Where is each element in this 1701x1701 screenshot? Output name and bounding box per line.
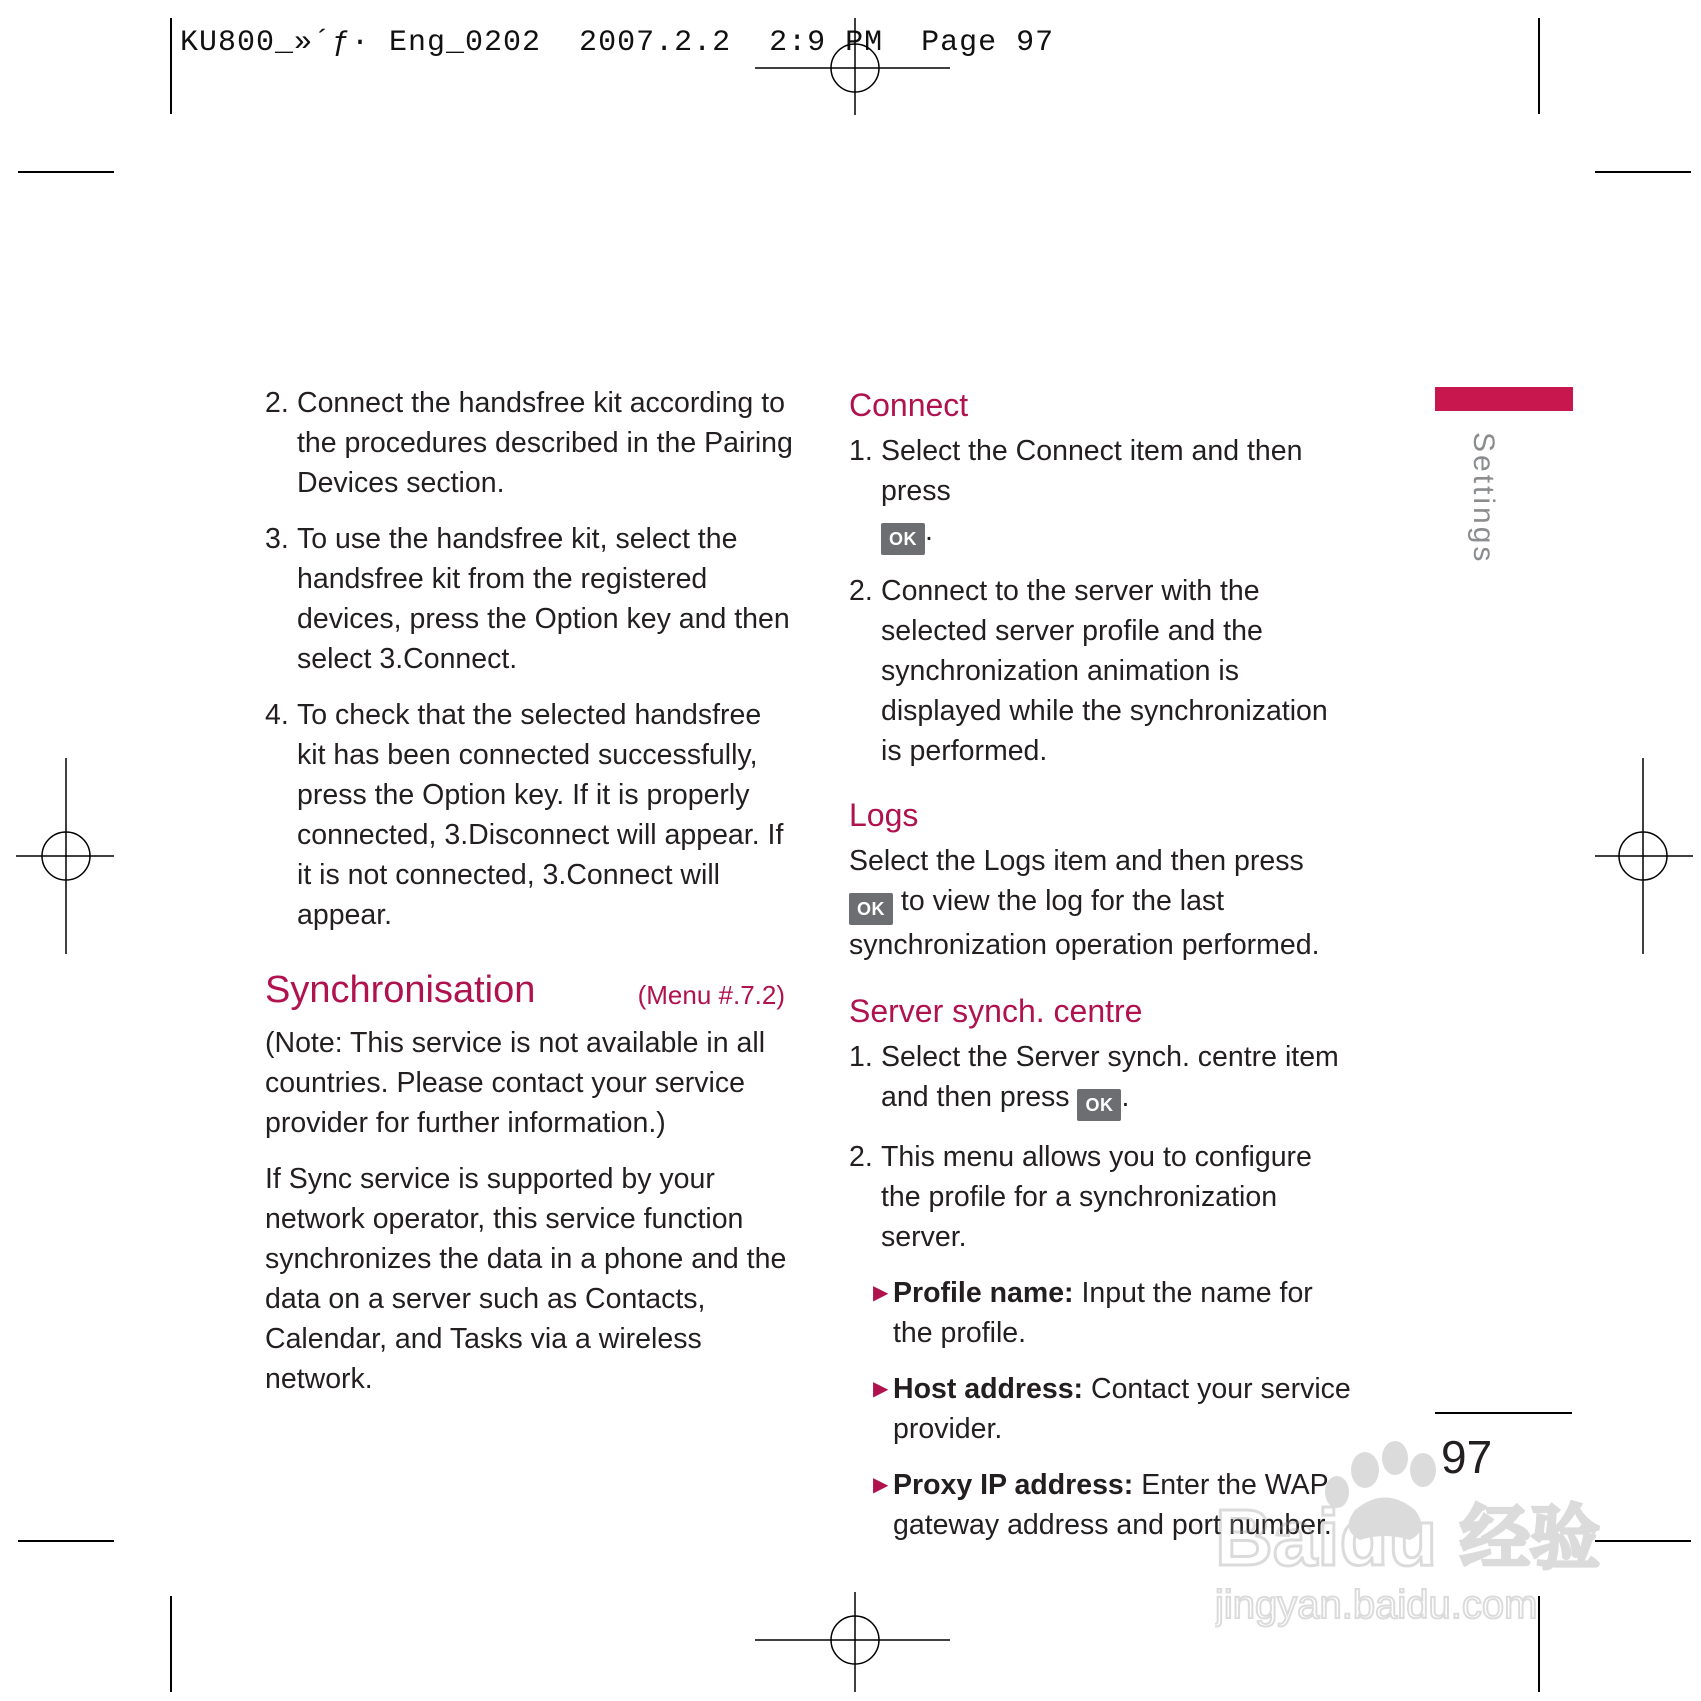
baidu-watermark-logo xyxy=(1215,1440,1615,1630)
sync-body: If Sync service is supported by your network operator, this service function synchronizes the data in a phone and the data on a server such as Contacts, Calendar, and Tasks via a wireless network. xyxy=(265,1163,787,1395)
triangle-bullet-icon: ▶ xyxy=(873,1282,889,1304)
step-number: 4. xyxy=(265,699,289,731)
step-text: To check that the selected handsfree kit has been connected successfully, press the Option key. If it is properly connected, 3.Disconnect will appear. If it is not connected, 3.Connect will appear. xyxy=(297,699,784,931)
triangle-bullet-icon: ▶ xyxy=(873,1378,889,1400)
step-text: Select the Connect item and then press xyxy=(881,435,1303,507)
sync-note: (Note: This service is not available in all countries. Please contact your service provider for further information.) xyxy=(265,1027,766,1139)
server-step-1 xyxy=(849,1037,1354,1121)
watermark-brand: Baidu xyxy=(1215,1493,1438,1582)
step-end: . xyxy=(925,515,933,547)
side-tab-label: Settings xyxy=(1467,432,1500,565)
step-text: Connect to the server with the selected server profile and the synchronization animation is displayed while the synchronization is performed. xyxy=(881,575,1328,767)
triangle-bullet-icon: ▶ xyxy=(873,1474,889,1496)
print-header: KU800_»´ƒ· Eng_0202 2007.2.2 2:9 PM Page 97 xyxy=(180,26,1055,60)
sync-title: Synchronisation xyxy=(265,969,536,1011)
step-text: To use the handsfree kit, select the handsfree kit from the registered devices, press the Option key and then select 3.Connect. xyxy=(297,523,790,675)
step-text: Select the Server synch. centre item and then press xyxy=(881,1041,1339,1113)
crop-mark xyxy=(1538,18,1540,114)
watermark-cn: 经验 xyxy=(1460,1497,1600,1579)
crop-mark xyxy=(1595,171,1691,173)
step-number: 2. xyxy=(265,387,289,419)
logs-text xyxy=(849,841,1354,965)
sync-heading-row xyxy=(265,965,795,1015)
connect-step-1 xyxy=(849,431,1354,555)
step-text: This menu allows you to configure the profile for a synchronization server. xyxy=(881,1141,1312,1253)
step-number: 2. xyxy=(849,1141,873,1173)
bullet-host-address xyxy=(849,1369,1354,1449)
crop-mark xyxy=(18,171,114,173)
ok-key-icon: OK xyxy=(849,893,893,925)
server-heading: Server synch. centre xyxy=(849,993,1143,1029)
step-number: 3. xyxy=(265,523,289,555)
logs-heading: Logs xyxy=(849,797,919,833)
logs-text-before: Select the Logs item and then press xyxy=(849,845,1304,877)
server-step-2 xyxy=(849,1137,1354,1257)
right-column xyxy=(849,383,1354,1561)
ok-key-icon: OK xyxy=(881,523,925,555)
bullet-text: Input the name for the profile. xyxy=(893,1277,1313,1349)
bullet-label: Host address: xyxy=(893,1373,1084,1405)
side-tab-bar xyxy=(1435,387,1573,411)
bullet-text: Contact your service provider. xyxy=(893,1373,1351,1445)
registration-mark-left xyxy=(16,758,116,954)
registration-mark-bottom xyxy=(755,1592,955,1692)
page-number-rule xyxy=(1435,1412,1572,1414)
ok-key-icon: OK xyxy=(1077,1089,1121,1121)
step-number: 2. xyxy=(849,575,873,607)
menu-reference: (Menu #.7.2) xyxy=(637,980,785,1010)
handsfree-step-2 xyxy=(265,383,795,503)
bullet-label: Proxy IP address: xyxy=(893,1469,1134,1501)
page-number: 97 xyxy=(1441,1431,1493,1483)
handsfree-step-3 xyxy=(265,519,795,679)
left-column xyxy=(265,383,795,1399)
bullet-profile-name xyxy=(849,1273,1354,1353)
handsfree-step-4 xyxy=(265,695,795,935)
registration-mark-top xyxy=(755,18,955,118)
step-text: Connect the handsfree kit according to the procedures described in the Pairing Devices section. xyxy=(297,387,793,499)
bullet-label: Profile name: xyxy=(893,1277,1074,1309)
connect-step-2 xyxy=(849,571,1354,771)
crop-mark xyxy=(18,1540,114,1542)
step-number: 1. xyxy=(849,435,873,467)
step-number: 1. xyxy=(849,1041,873,1073)
crop-mark xyxy=(170,18,172,114)
watermark-url: jingyan.baidu.com xyxy=(1215,1583,1538,1627)
bullet-text: Enter the WAP gateway address and port number. xyxy=(893,1469,1332,1541)
crop-mark xyxy=(170,1596,172,1692)
connect-heading: Connect xyxy=(849,387,969,423)
step-end: . xyxy=(1121,1081,1130,1113)
registration-mark-right xyxy=(1593,758,1693,954)
logs-text-after: to view the log for the last synchronization operation performed. xyxy=(849,885,1320,961)
